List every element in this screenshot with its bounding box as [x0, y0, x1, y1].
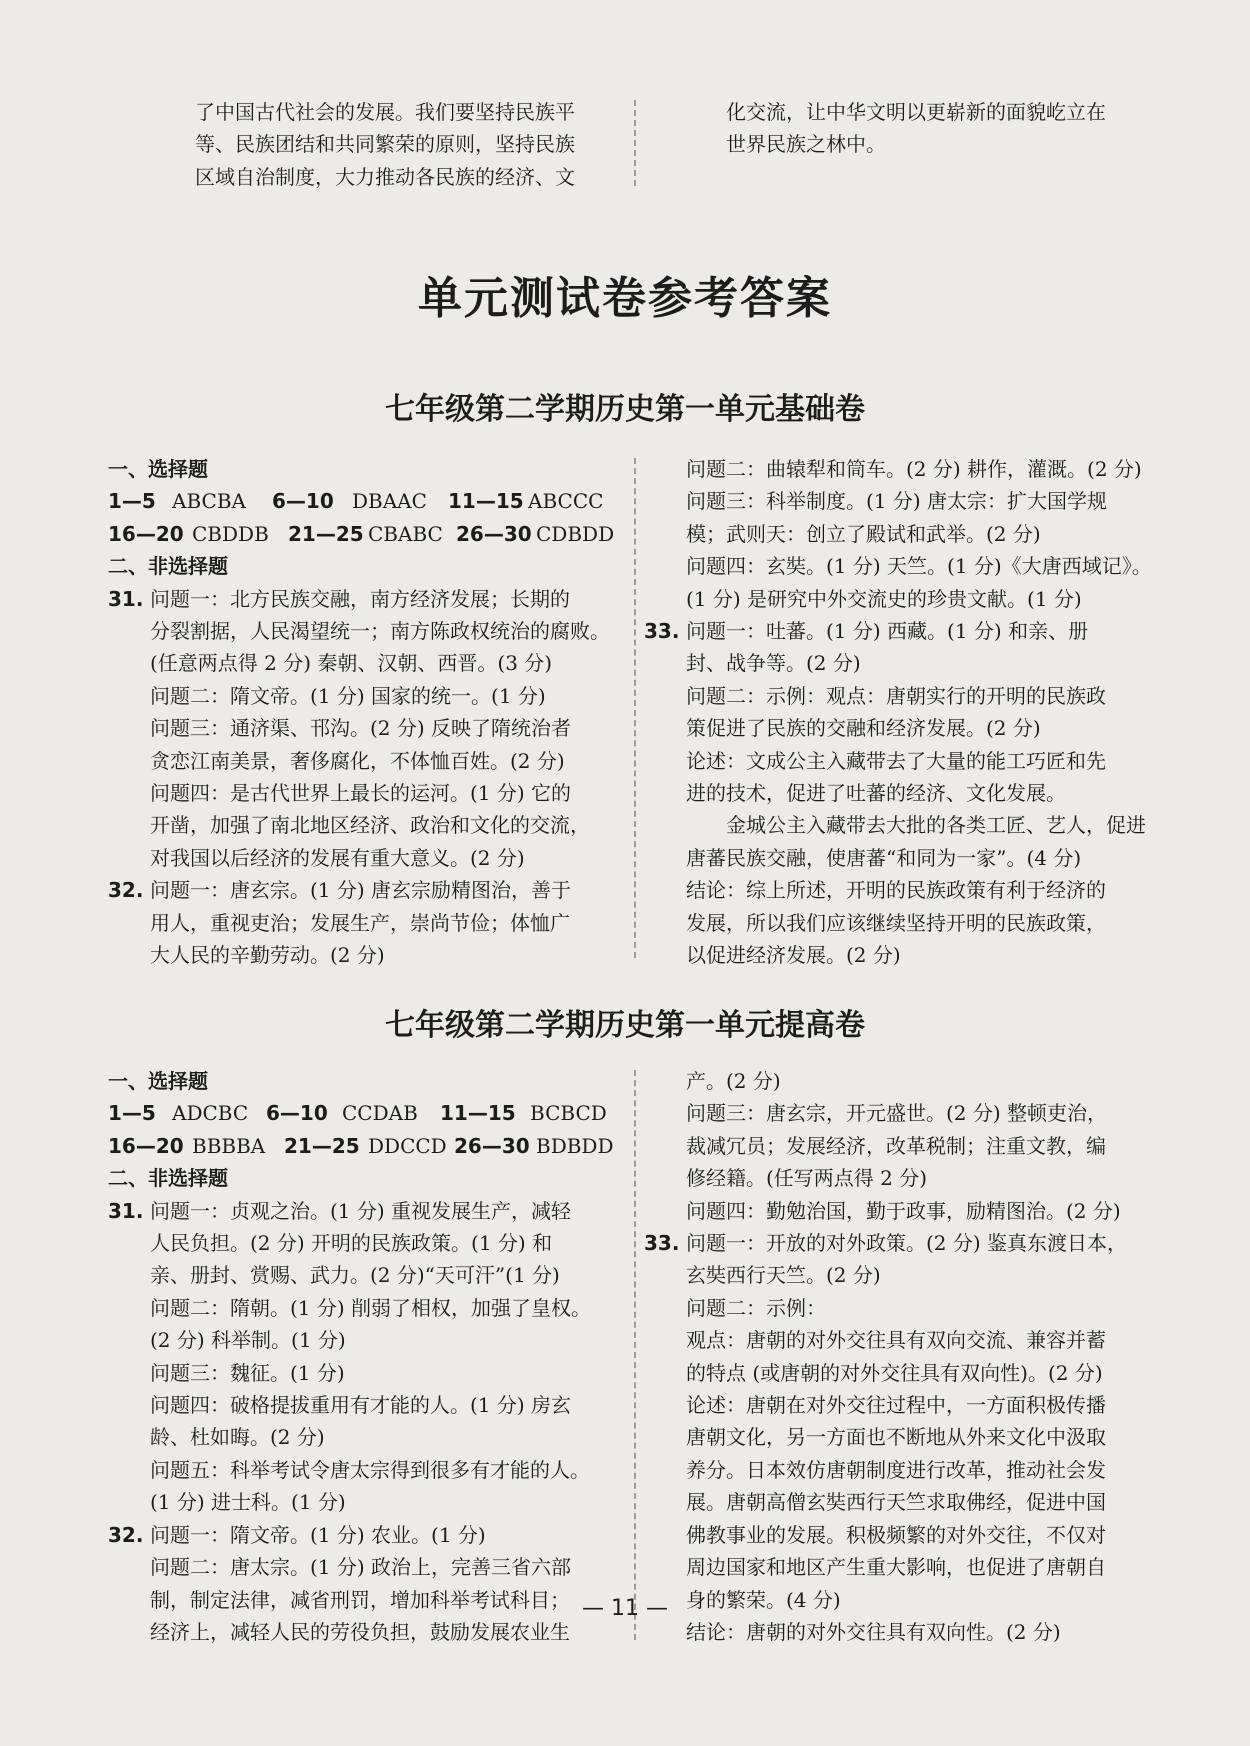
answer-line: 问题三：唐玄宗，开元盛世。(2 分) 整顿吏治， [686, 1101, 1108, 1126]
mc-range: 16—20 [108, 1133, 184, 1158]
question-33 [644, 1227, 1164, 1259]
answer-line: 贪恋江南美景，奢侈腐化，不体恤百姓。(2 分) [150, 748, 565, 773]
answer-line: 对我国以后经济的发展有重大意义。(2 分) [150, 845, 525, 870]
question-32-body [108, 907, 624, 972]
mc-answers-row [108, 1097, 624, 1129]
question-number: 31. [108, 586, 144, 611]
question-number: 32. [108, 1522, 144, 1547]
answer-line: 问题二：隋文帝。(1 分) 国家的统一。(1 分) [150, 683, 546, 708]
mc-range: 11—15 [448, 489, 524, 514]
answer-line: 金城公主入藏带去大批的各类工匠、艺人，促进 [726, 813, 1146, 838]
answer-line: 用人，重视吏治；发展生产，崇尚节俭；体恤广 [150, 910, 570, 935]
basic-right-column [644, 453, 1164, 972]
question-32-continued [644, 1065, 1164, 1227]
answer-line: 身的繁荣。(4 分) [686, 1587, 841, 1612]
top-left-line: 等、民族团结和共同繁荣的原则，坚持民族 [195, 132, 575, 157]
answer-line: 进的技术，促进了吐蕃的经济、文化发展。 [686, 781, 1066, 806]
answer-line: 论述：文成公主入藏带去了大量的能工巧匠和先 [686, 748, 1106, 773]
answer-line: 问题三：通济渠、邗沟。(2 分) 反映了隋统治者 [150, 716, 572, 741]
question-number: 31. [108, 1198, 144, 1223]
question-number: 32. [108, 878, 144, 903]
mc-answer: BDBDD [536, 1133, 614, 1158]
advanced-section-title: 七年级第二学期历史第一单元提高卷 [385, 1008, 865, 1043]
answer-line: 唐朝文化，另一方面也不断地从外来文化中汲取 [686, 1425, 1106, 1450]
answer-line: 亲、册封、赏赐、武力。(2 分)“天可汗”(1 分) [150, 1263, 560, 1288]
question-31 [108, 583, 624, 615]
mc-answer: DBAAC [352, 489, 427, 514]
answer-line: 的特点 (或唐朝的对外交往具有双向性)。(2 分) [686, 1360, 1103, 1385]
mc-range: 11—15 [440, 1101, 516, 1126]
answer-line: 人民负担。(2 分) 开明的民族政策。(1 分) 和 [150, 1231, 553, 1256]
answer-line: (任意两点得 2 分) 秦朝、汉朝、西晋。(3 分) [150, 651, 553, 676]
top-left-line: 区域自治制度，大力推动各民族的经济、文 [195, 164, 575, 189]
answer-line: (1 分) 是研究中外交流史的珍贵文献。(1 分) [686, 586, 1082, 611]
answer-line: 问题二：隋朝。(1 分) 削弱了相权，加强了皇权。 [150, 1295, 592, 1320]
answer-line: 问题四：玄奘。(1 分) 天竺。(1 分)《大唐西域记》。 [686, 554, 1152, 579]
answer-line: 玄奘西行天竺。(2 分) [686, 1263, 881, 1288]
mc-range: 16—20 [108, 521, 184, 546]
answer-line: 产。(2 分) [686, 1069, 781, 1093]
main-title: 单元测试卷参考答案 [418, 273, 832, 324]
answer-line: 结论：综上所述，开明的民族政策有利于经济的 [686, 878, 1106, 903]
answer-line: 问题一：北方民族交融，南方经济发展；长期的 [150, 586, 570, 611]
mc-answer: CBDDB [192, 521, 269, 546]
answer-line: 问题一：唐玄宗。(1 分) 唐玄宗励精图治，善于 [150, 878, 572, 903]
answer-line: 修经籍。(任写两点得 2 分) [686, 1166, 928, 1191]
answer-line: 问题五：科举考试令唐太宗得到很多有才能的人。 [150, 1457, 590, 1482]
choice-heading: 一、选择题 [108, 1069, 208, 1093]
top-divider [634, 100, 636, 186]
mc-answer: CBABC [368, 521, 443, 546]
answer-line: 问题一：吐蕃。(1 分) 西藏。(1 分) 和亲、册 [686, 619, 1089, 644]
answer-line: 问题四：勤勉治国，勤于政事，励精图治。(2 分) [686, 1198, 1121, 1223]
answer-line: 展。唐朝高僧玄奘西行天竺求取佛经，促进中国 [686, 1490, 1106, 1515]
mc-answers-row [108, 485, 624, 517]
question-number: 33. [644, 619, 680, 644]
basic-left-column [108, 453, 624, 972]
answer-line: 佛教事业的发展。积极频繁的对外交往，不仅对 [686, 1522, 1106, 1547]
question-32 [108, 1519, 624, 1551]
question-32-continued [644, 453, 1164, 615]
answer-line: (1 分) 进士科。(1 分) [150, 1490, 346, 1515]
answer-line: 策促进了民族的交融和经济发展。(2 分) [686, 716, 1041, 741]
answer-line: 分裂割据，人民渴望统一；南方陈政权统治的腐败。 [150, 619, 610, 644]
page-number: — 11 — [582, 1596, 668, 1621]
answer-line: 开凿，加强了南北地区经济、政治和文化的交流， [150, 813, 590, 838]
basic-divider [634, 458, 636, 958]
question-33-body [644, 647, 1164, 971]
mc-answer: ADCBC [172, 1101, 249, 1126]
mc-answer: ABCBA [172, 489, 246, 514]
basic-section-title: 七年级第二学期历史第一单元基础卷 [385, 392, 865, 427]
answer-line: 大人民的辛勤劳动。(2 分) [150, 943, 385, 968]
mc-range: 1—5 [108, 1101, 156, 1126]
answer-line: 模；武则天：创立了殿试和武举。(2 分) [686, 521, 1041, 546]
mc-answer: BBBBA [192, 1133, 266, 1158]
answer-line: 问题二：唐太宗。(1 分) 政治上，完善三省六部 [150, 1555, 572, 1580]
top-right-line: 世界民族之林中。 [726, 132, 886, 157]
answer-line: 问题一：开放的对外政策。(2 分) 鉴真东渡日本， [686, 1231, 1128, 1256]
answer-line: 问题二：示例： [686, 1295, 826, 1320]
answer-line: 发展，所以我们应该继续坚持开明的民族政策， [686, 910, 1106, 935]
answer-line: 唐蕃民族交融，使唐蕃“和同为一家”。(4 分) [686, 845, 1082, 870]
mc-range: 21—25 [284, 1133, 360, 1158]
answer-line: 以促进经济发展。(2 分) [686, 943, 901, 968]
answer-line: 养分。日本效仿唐朝制度进行改革，推动社会发 [686, 1457, 1106, 1482]
mc-range: 26—30 [454, 1133, 530, 1158]
answer-line: 问题三：科举制度。(1 分) 唐太宗：扩大国学规 [686, 489, 1108, 514]
question-31 [108, 1195, 624, 1227]
top-left-line: 了中国古代社会的发展。我们要坚持民族平 [195, 100, 575, 124]
question-31-body [108, 1227, 624, 1519]
answer-line: 问题四：破格提拔重用有才能的人。(1 分) 房玄 [150, 1393, 572, 1418]
advanced-left-column [108, 1065, 624, 1648]
mc-answer: ABCCC [528, 489, 604, 514]
mc-range: 6—10 [272, 489, 334, 514]
non-choice-heading: 二、非选择题 [108, 1166, 228, 1191]
mc-answers-row [108, 1130, 624, 1162]
non-choice-heading: 二、非选择题 [108, 554, 228, 579]
answer-line: 经济上，减轻人民的劳役负担，鼓励发展农业生 [150, 1619, 570, 1644]
choice-heading: 一、选择题 [108, 457, 208, 481]
answer-line: 龄、杜如晦。(2 分) [150, 1425, 325, 1450]
answer-line: 问题一：隋文帝。(1 分) 农业。(1 分) [150, 1522, 486, 1547]
answer-line: 问题二：示例：观点：唐朝实行的开明的民族政 [686, 683, 1106, 708]
mc-range: 21—25 [288, 521, 364, 546]
mc-answer: CDBDD [536, 521, 615, 546]
question-33-body [644, 1259, 1164, 1648]
advanced-right-column [644, 1065, 1164, 1648]
question-33 [644, 615, 1164, 647]
answer-line: 结论：唐朝的对外交往具有双向性。(2 分) [686, 1619, 1061, 1644]
answer-line: 问题一：贞观之治。(1 分) 重视发展生产，减轻 [150, 1198, 572, 1223]
top-right-text [726, 96, 1166, 161]
mc-answer: DDCCD [368, 1133, 447, 1158]
top-left-text [195, 96, 625, 193]
answer-line: 论述：唐朝在对外交往过程中，一方面积极传播 [686, 1393, 1106, 1418]
mc-answers-row [108, 518, 624, 550]
question-number: 33. [644, 1231, 680, 1256]
advanced-divider [634, 1070, 636, 1640]
answer-line: 裁减冗员；发展经济，改革税制；注重文教，编 [686, 1133, 1106, 1158]
mc-range: 6—10 [266, 1101, 328, 1126]
answer-line: (2 分) 科举制。(1 分) [150, 1328, 346, 1353]
answer-line: 问题四：是古代世界上最长的运河。(1 分) 它的 [150, 781, 572, 806]
mc-range: 1—5 [108, 489, 156, 514]
question-32 [108, 874, 624, 906]
answer-line: 观点：唐朝的对外交往具有双向交流、兼容并蓄 [686, 1328, 1106, 1353]
top-right-line: 化交流，让中华文明以更崭新的面貌屹立在 [726, 100, 1106, 124]
answer-line: 封、战争等。(2 分) [686, 651, 861, 676]
mc-range: 26—30 [456, 521, 532, 546]
mc-answer: BCBCD [530, 1101, 607, 1126]
mc-answer: CCDAB [342, 1101, 418, 1126]
answer-line: 问题三：魏征。(1 分) [150, 1360, 345, 1385]
answer-line: 制，制定法律，减省刑罚，增加科举考试科目； [150, 1587, 570, 1612]
answer-line: 周边国家和地区产生重大影响，也促进了唐朝自 [686, 1555, 1106, 1580]
question-31-body [108, 615, 624, 874]
answer-line: 问题二：曲辕犁和筒车。(2 分) 耕作，灌溉。(2 分) [686, 457, 1142, 481]
